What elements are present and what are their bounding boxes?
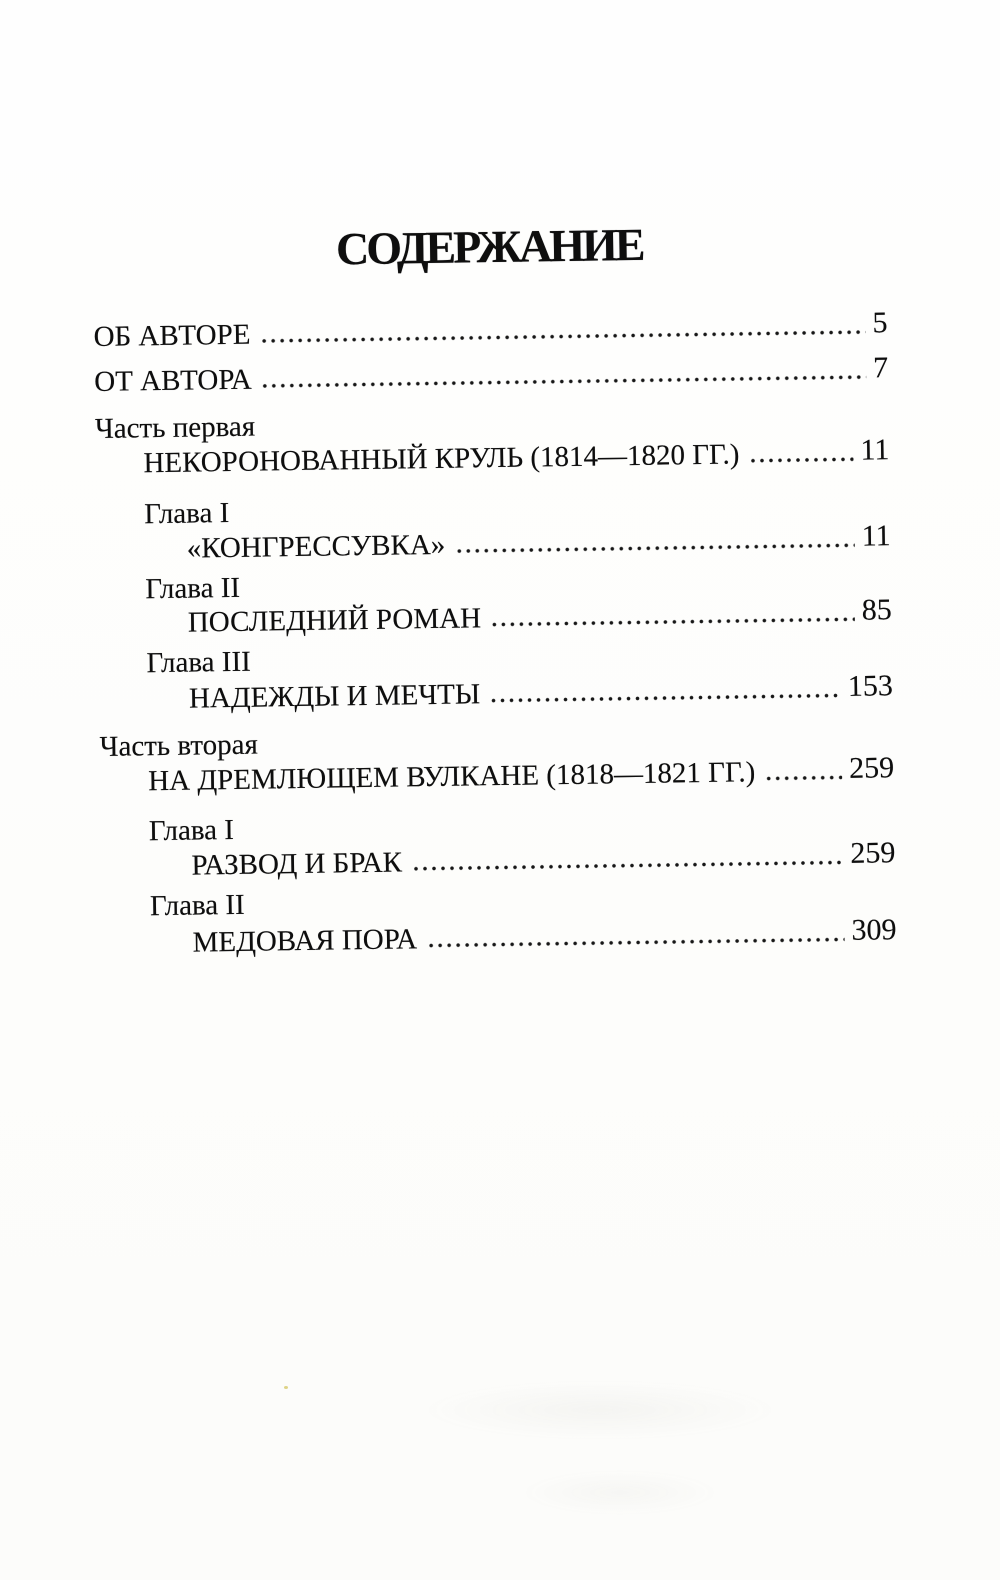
scan-speck — [284, 1386, 288, 1389]
dot-leader — [490, 596, 855, 635]
dot-leader — [411, 839, 844, 879]
page-number: 7 — [872, 351, 889, 385]
chapter-label: Глава I — [143, 496, 230, 531]
scan-smudge — [520, 1470, 720, 1515]
dot-leader — [764, 754, 842, 789]
dot-leader — [748, 436, 854, 472]
page-number: 259 — [848, 751, 895, 785]
toc-entry-row — [94, 353, 888, 399]
page-number: 5 — [872, 306, 888, 340]
chapter-title: НАДЕЖДЫ И МЕЧТЫ — [188, 678, 481, 715]
page-number: 309 — [851, 913, 897, 947]
scan-smudge — [420, 1380, 780, 1440]
dot-leader — [489, 672, 841, 711]
part-title: НЕКОРОНОВАННЫЙ КРУЛЬ (1814—1820 ГГ.) — [143, 438, 740, 480]
chapter-title: ПОСЛЕДНИЙ РОМАН — [187, 602, 482, 639]
chapter-title: РАЗВОД И БРАК — [191, 846, 403, 882]
page-number: 259 — [850, 836, 896, 870]
dot-leader — [260, 354, 866, 397]
entry-label: ОБ АВТОРЕ — [93, 318, 251, 353]
chapter-title: МЕДОВАЯ ПОРА — [192, 923, 418, 959]
page-number: 11 — [860, 433, 890, 467]
chapter-label: Глава II — [149, 888, 245, 923]
dot-leader — [454, 522, 855, 562]
dot-leader — [426, 916, 845, 956]
page-number: 153 — [847, 669, 894, 703]
chapter-label: Глава III — [146, 645, 252, 680]
page-number: 85 — [861, 593, 892, 627]
page-number: 11 — [861, 519, 891, 553]
entry-label: ОТ АВТОРА — [94, 363, 252, 398]
table-of-contents — [92, 218, 897, 961]
chapter-label: Глава II — [145, 571, 241, 606]
part-label: Часть первая — [94, 410, 256, 445]
toc-entry-row — [93, 308, 887, 354]
part-label: Часть вторая — [99, 728, 259, 763]
part-title: НА ДРЕМЛЮЩЕМ ВУЛКАНЕ (1818—1821 ГГ.) — [147, 756, 756, 798]
page-title: СОДЕРЖАНИЕ — [335, 218, 643, 275]
chapter-title: «КОНГРЕССУВКА» — [186, 528, 446, 565]
dot-leader — [259, 309, 866, 352]
chapter-label: Глава I — [148, 813, 235, 848]
